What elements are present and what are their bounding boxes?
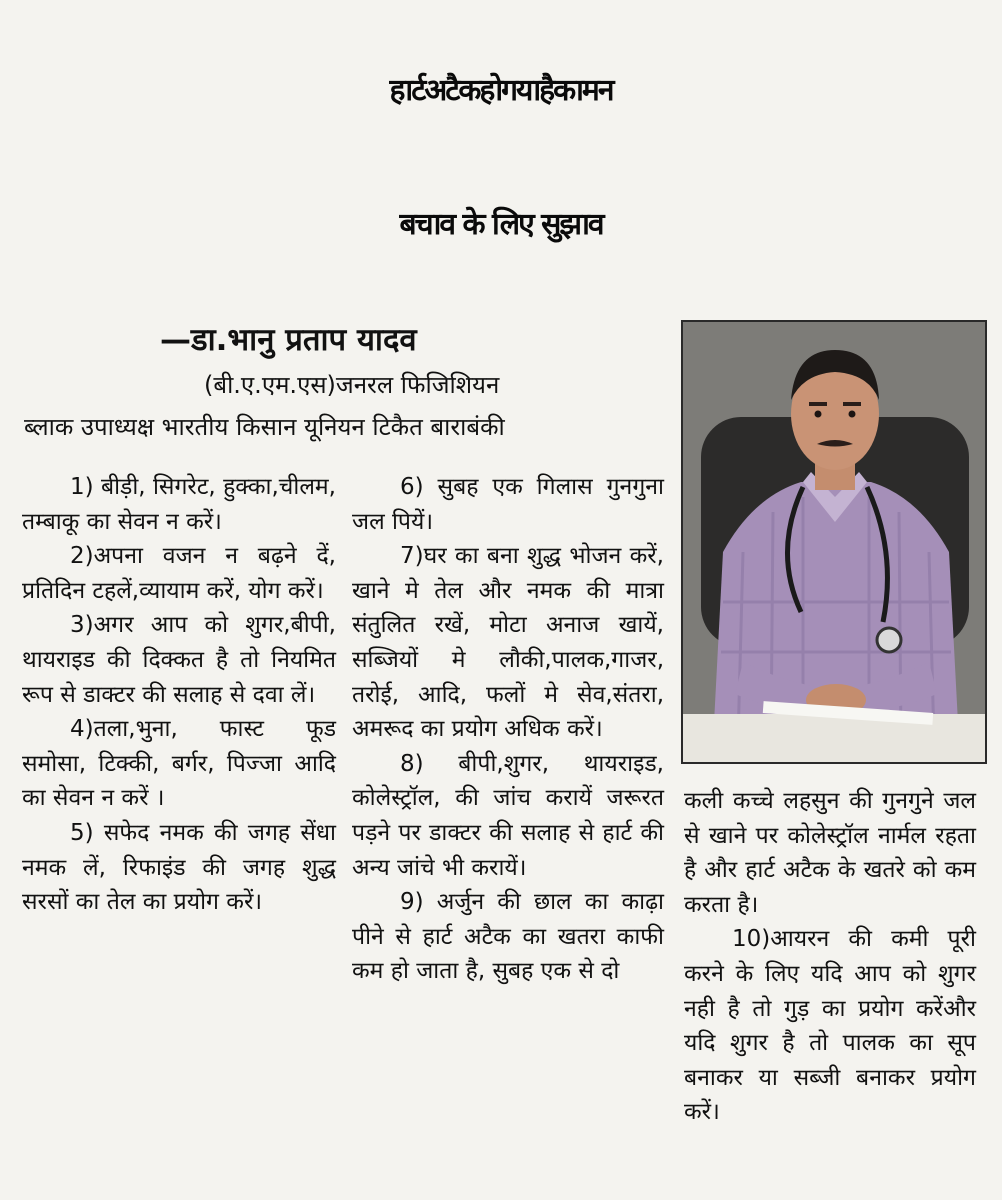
tip-8: 8) बीपी,शुगर, थायराइड, कोलेस्ट्रॉल, की जांच करायें जरूरत पड़ने पर डाक्टर की सलाह से हार्ट की अन्य जांचे भी करायें। [352, 750, 664, 881]
doctor-portrait-photo [681, 320, 987, 764]
tip-5: 5) सफेद नमक की जगह सेंधा नमक लें, रिफाइंड की जगह शुद्ध सरसों का तेल का प्रयोग करें। [22, 819, 336, 916]
tip-9: 9) अर्जुन की छाल का काढ़ा पीने से हार्ट अटैक का खतरा काफी कम हो जाता है, सुबह एक से दो [352, 889, 664, 985]
tip-6: 6) सुबह एक गिलास गुनगुना जल पियें। [352, 474, 664, 535]
tip-2: 2)अपना वजन न बढ़ने दें, प्रतिदिन टहलें,व्यायाम करें, योग करें। [22, 543, 336, 604]
author-degree: (बी.ए.एम.एस)जनरल फिजिशियन [204, 371, 500, 399]
column-2 [352, 470, 664, 989]
author-post: ब्लाक उपाध्यक्ष भारतीय किसान यूनियन टिकैत बाराबंकी [24, 413, 505, 441]
tip-3: 3)अगर आप को शुगर,बीपी, थायराइड की दिक्कत है तो नियमित रूप से डाक्टर की सलाह से दवा लें। [22, 612, 336, 708]
tip-10: 10)आयरन की कमी पूरी करने के लिए यदि आप को शुगर नही है तो गुड़ का प्रयोग करेंऔर यदि शुगर है तो पालक का सूप बनाकर या सब्जी बनाकर प्रयोग करें। [684, 926, 976, 1126]
headline-line-2: बचाव के लिए सुझाव [399, 207, 603, 242]
tip-9-continuation: कली कच्चे लहसुन की गुनगुने जल से खाने पर कोलेस्ट्रॉल नार्मल रहता है और हार्ट अटैक के खतरे को कम करता है। [684, 788, 976, 918]
author-name: —डा.भानु प्रताप यादव [160, 322, 417, 358]
headline-line-1: हार्टअटैकहोगयाहैकामन [389, 73, 613, 108]
tip-4: 4)तला,भुना, फास्ट फूड समोसा, टिक्की, बर्गर, पिज्जा आदि का सेवन न करें । [22, 716, 336, 812]
column-3 [684, 784, 976, 1130]
column-1 [22, 470, 336, 920]
tip-7: 7)घर का बना शुद्ध भोजन करें, खाने मे तेल और नमक की मात्रा संतुलित रखें, मोटा अनाज खायें, सब्जियों मे लौकी,पालक,गाजर, तरोई, आदि, फलों मे सेव,संतरा, अमरूद का प्रयोग अधिक करें। [352, 543, 664, 743]
tip-1: 1) बीड़ी, सिगरेट, हुक्का,चीलम, तम्बाकू का सेवन न करें। [22, 474, 336, 535]
